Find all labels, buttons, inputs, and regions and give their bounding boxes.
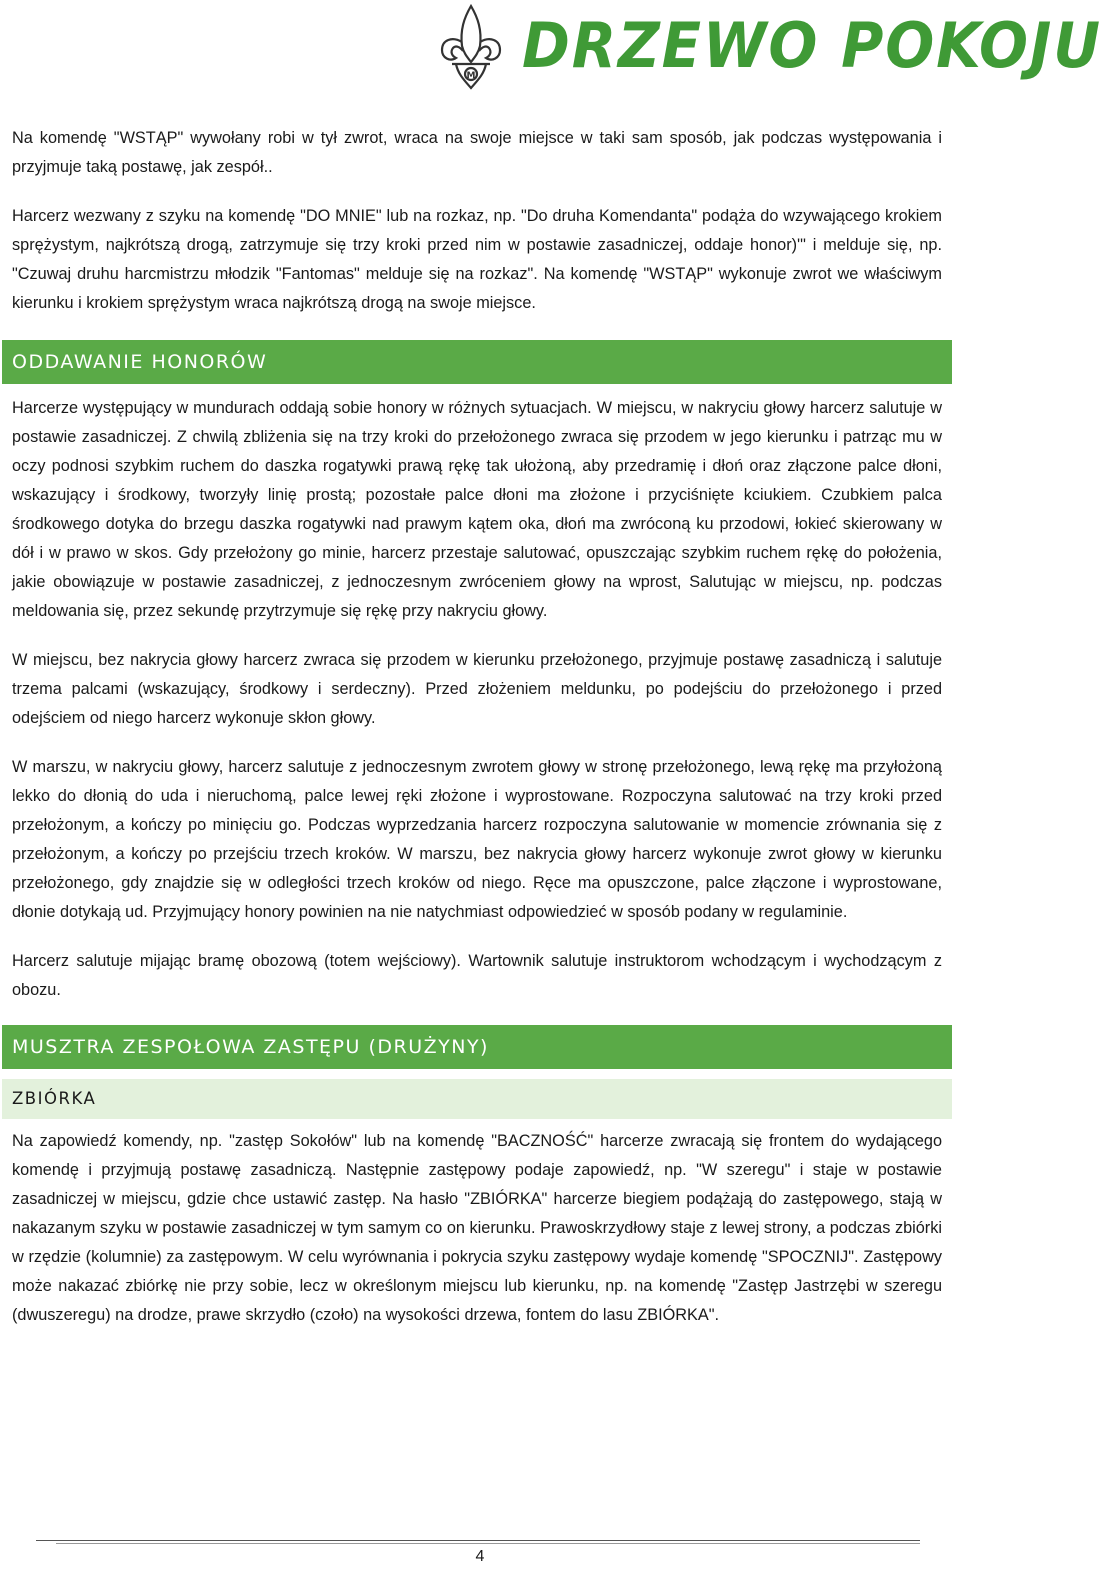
subsection-heading-assembly: ZBIÓRKA	[2, 1079, 952, 1119]
document-body	[12, 124, 942, 1330]
footer-divider	[36, 1540, 920, 1541]
paragraph: Na komendę "WSTĄP" wywołany robi w tył zwrot, wraca na swoje miejsce w taki sam sposób, jak podczas występowania i przyjmuje taką postawę, jak zespół..	[12, 129, 942, 176]
paragraph: W miejscu, bez nakrycia głowy harcerz zwraca się przodem w kierunku przełożonego, przyjmuje postawę zasadniczą i salutuje trzema palcami (wskazujący, środkowy i serdeczny). Przed złożeniem meldunku, po podejściu do przełożonego i przed odejściem od niego harcerz wykonuje skłon głowy.	[12, 651, 942, 727]
paragraph: Harcerze występujący w mundurach oddają sobie honory w różnych sytuacjach. W miejscu, w nakryciu głowy harcerz salutuje w postawie zasadniczej. Z chwilą zbliżenia się na trzy kroki do przełożonego zwraca się przodem w jego kierunku i patrząc mu w oczy podnosi szybkim ruchem do daszka rogatywki prawą rękę tak ułożoną, aby przedramię i dłoń oraz złączone palce dłoni, wskazujący i środkowy, tworzyły linię prostą; pozostałe palce dłoni ma złożone i przyciśnięte kciukiem. Czubkiem palca środkowego dotyka do brzegu daszka rogatywki nad prawym kątem oka, dłoń ma zwróconą ku przodowi, łokieć skierowany w dół i w prawo w skos. Gdy przełożony go minie, harcerz przestaje salutować, opuszczając szybkim ruchem rękę do położenia, jakie obowiązuje w postawie zasadniczej, z jednoczesnym zwróceniem głowy na wprost, Salutując w miejscu, np. podczas meldowania się, przez sekundę przytrzymuje się rękę przy nakryciu głowy.	[12, 399, 942, 620]
svg-text:M: M	[466, 71, 476, 81]
paragraph: Harcerz wezwany z szyku na komendę "DO MNIE" lub na rozkaz, np. "Do druha Komendanta" podąża do wzywającego krokiem sprężystym, najkrótszą drogą, zatrzymuje się trzy kroki przed nim w postawie zasadniczej, oddaje honor)'" i melduje się, np. "Czuwaj druhu harcmistrzu młodzik "Fantomas" melduje się na rozkaz". Na komendę "WSTĄP" wykonuje zwrot we właściwym kierunku i krokiem sprężystym wraca najkrótszą drogą na swoje miejsce.	[12, 207, 942, 312]
page-header	[0, 0, 1102, 100]
scout-lily-emblem-icon	[436, 2, 506, 94]
paragraph: W marszu, w nakryciu głowy, harcerz salutuje z jednoczesnym zwrotem głowy w stronę przełożonego, lewą rękę ma przyłożoną lekko do dłonią do uda i nieruchomą, palce lewej ręki złożone i wyprostowane. Rozpoczyna salutować na trzy kroki przed przełożonym, a kończy po minięciu go. Podczas wyprzedzania harcerz rozpoczyna salutowanie w momencie zrównania się z przełożonym, a kończy po przejściu trzech kroków. W marszu, bez nakrycia głowy harcerz wykonuje zwrot głowy w kierunku przełożonego, gdy znajdzie się w odległości trzech kroków od niego. Ręce ma opuszczone, palce złączone i wyprostowane, dłonie dotykają ud. Przyjmujący honory powinien na nie natychmiast odpowiedzieć w sposób podany w regulaminie.	[12, 758, 942, 921]
paragraph: Harcerz salutuje mijając bramę obozową (totem wejściowy). Wartownik salutuje instruktorom wchodzącym i wychodzącym z obozu.	[12, 952, 942, 999]
page-number: 4	[475, 1548, 485, 1565]
footer-divider	[56, 1543, 920, 1544]
section-heading-drill: MUSZTRA ZESPOŁOWA ZASTĘPU (DRUŻYNY)	[2, 1025, 952, 1069]
paragraph: Na zapowiedź komendy, np. "zastęp Sokołów" lub na komendę "BACZNOŚĆ" harcerze zwracają się frontem do wydającego komendę i przyjmują postawę zasadniczą. Następnie zastępowy podaje zapowiedź, np. "W szeregu" i staje w postawie zasadniczej w miejscu, gdzie chce ustawić zastęp. Na hasło "ZBIÓRKA" harcerze biegiem podążają do zastępowego, stają w nakazanym szyku w postawie zasadniczej w tym samym co on kierunku. Prawoskrzydłowy staje z lewej strony, a podczas zbiórki w rzędzie (kolumnie) za zastępowym. W celu wyrównania i pokrycia szyku zastępowy wydaje komendę "SPOCZNIJ". Zastępowy może nakazać zbiórkę nie przy sobie, lecz w określonym miejscu lub kierunku, np. na komendę "Zastęp Jastrzębi w szeregu (dwuszeregu) na drodze, prawe skrzydło (czoło) na wysokości drzewa, fontem do lasu ZBIÓRKA".	[12, 1132, 942, 1324]
logo-wordmark: DRZEWO POKOJU	[522, 9, 1102, 82]
section-heading-honors: ODDAWANIE HONORÓW	[2, 340, 952, 384]
